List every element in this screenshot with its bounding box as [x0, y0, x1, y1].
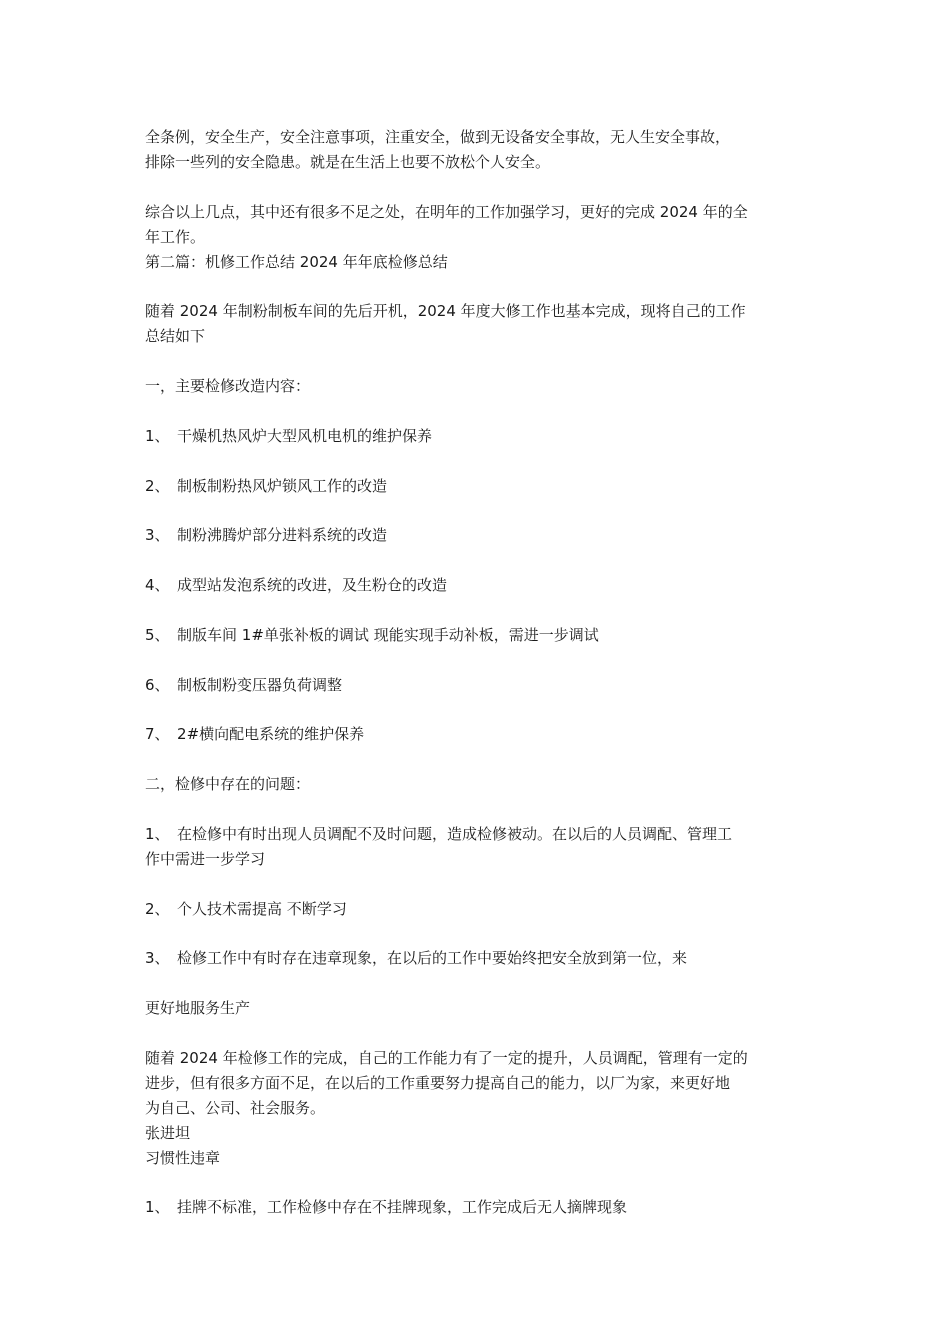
list-item: 2、 制板制粉热风炉锁风工作的改造	[145, 477, 388, 495]
list-item: 1、 在检修中有时出现人员调配不及时问题，造成检修被动。在以后的人员调配、管理工	[145, 825, 733, 843]
list-item: 6、 制板制粉变压器负荷调整	[145, 676, 343, 694]
text-line: 排除一些列的安全隐患。就是在生活上也要不放松个人安全。	[145, 153, 551, 171]
text-line: 更好地服务生产	[145, 999, 251, 1017]
list-item: 7、 2#横向配电系统的维护保养	[145, 725, 365, 743]
text-line: 为自己、公司、社会服务。	[145, 1099, 326, 1117]
list-item: 2、 个人技术需提高 不断学习	[145, 900, 347, 918]
text-line: 总结如下	[145, 327, 206, 345]
list-item: 1、 干燥机热风炉大型风机电机的维护保养	[145, 427, 433, 445]
list-item: 5、 制版车间 1#单张补板的调试 现能实现手动补板，需进一步调试	[145, 626, 599, 644]
section-title: 习惯性违章	[145, 1149, 221, 1167]
text-line: 年工作。	[145, 228, 206, 246]
list-item: 3、 检修工作中有时存在违章现象，在以后的工作中要始终把安全放到第一位，来	[145, 949, 688, 967]
text-line: 随着 2024 年制粉制板车间的先后开机，2024 年度大修工作也基本完成，现将自己的工作	[145, 302, 746, 320]
text-line: 作中需进一步学习	[145, 850, 266, 868]
text-line: 进步，但有很多方面不足，在以后的工作重要努力提高自己的能力，以厂为家，来更好地	[145, 1074, 731, 1092]
author-name: 张进坦	[145, 1124, 191, 1142]
section-title: 第二篇：机修工作总结 2024 年年底检修总结	[145, 253, 448, 271]
list-item: 1、 挂牌不标准，工作检修中存在不挂牌现象，工作完成后无人摘牌现象	[145, 1198, 628, 1216]
text-line: 全条例，安全生产，安全注意事项，注重安全，做到无设备安全事故，无人生安全事故，	[145, 128, 731, 146]
subheading: 一，主要检修改造内容：	[145, 377, 311, 395]
list-item: 3、 制粉沸腾炉部分进料系统的改造	[145, 526, 388, 544]
subheading: 二，检修中存在的问题：	[145, 775, 311, 793]
list-item: 4、 成型站发泡系统的改进，及生粉仓的改造	[145, 576, 448, 594]
text-line: 随着 2024 年检修工作的完成，自己的工作能力有了一定的提升，人员调配，管理有一定的	[145, 1049, 748, 1067]
text-line: 综合以上几点，其中还有很多不足之处，在明年的工作加强学习，更好的完成 2024 年的全	[145, 203, 748, 221]
